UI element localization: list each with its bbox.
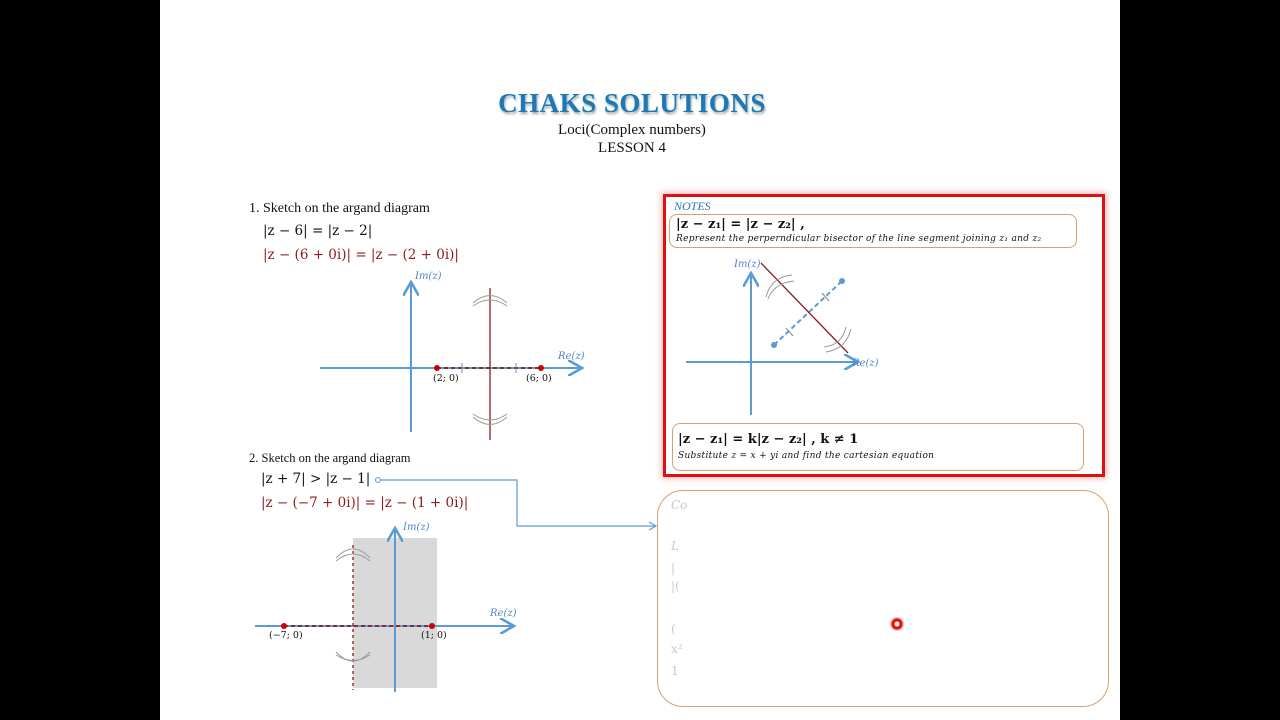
notes-re-label: Re(z): [852, 358, 879, 369]
q1-equation-expanded: |z − (6 + 0i)| = |z − (2 + 0i)|: [263, 247, 459, 263]
card-line-1: Co: [671, 498, 688, 512]
q1-re-label: Re(z): [558, 351, 585, 362]
note-item-2-equation: |z − z₁| = k|z − z₂| , k ≠ 1: [678, 432, 859, 447]
laser-pointer-icon: [890, 617, 904, 631]
q1-argand-diagram: [320, 284, 580, 440]
q2-point-a: [281, 623, 287, 629]
q2-point-b-label: (1; 0): [421, 630, 447, 641]
q2-inequality: |z + 7| > |z − 1|: [261, 471, 371, 487]
q2-im-label: Im(z): [403, 522, 430, 533]
q1-point-b: [538, 365, 544, 371]
q1-im-label: Im(z): [415, 271, 442, 282]
notes-im-label: Im(z): [734, 259, 761, 270]
q1-equation: |z − 6| = |z − 2|: [263, 223, 373, 239]
slide: [160, 0, 1120, 720]
note-item-2-text: Substitute z = x + yi and find the cartesian equation: [678, 451, 935, 461]
card-line-7: 1: [671, 664, 679, 678]
q2-point-a-label: (−7; 0): [269, 630, 303, 641]
page-subtitle: Loci(Complex numbers): [558, 122, 706, 138]
lesson-label: LESSON 4: [598, 140, 666, 156]
page-title: CHAKS SOLUTIONS: [498, 88, 766, 118]
solution-card: [657, 490, 1109, 707]
q2-re-label: Re(z): [490, 608, 517, 619]
card-line-2: L: [671, 539, 679, 553]
card-line-4: |(: [671, 579, 680, 593]
q1-point-b-label: (6; 0): [526, 373, 552, 384]
q2-prompt: 2. Sketch on the argand diagram: [249, 451, 411, 465]
q2-point-b: [429, 623, 435, 629]
q2-equation-expanded: |z − (−7 + 0i)| = |z − (1 + 0i)|: [261, 495, 469, 511]
card-line-6: x²: [671, 642, 683, 656]
q1-point-a-label: (2; 0): [433, 373, 459, 384]
note-item-2: [672, 423, 1084, 471]
notes-panel: [663, 194, 1105, 477]
card-line-5: (: [671, 622, 676, 636]
notes-title: NOTES: [674, 199, 711, 213]
q2-argand-diagram: [255, 530, 512, 692]
q1-point-a: [434, 365, 440, 371]
note-item-1-equation: |z − z₁| = |z − z₂| ,: [676, 217, 805, 232]
card-line-3: |: [671, 561, 676, 575]
q1-prompt: 1. Sketch on the argand diagram: [249, 201, 430, 216]
note-item-1-text: Represent the perperndicular bisector of the line segment joining z₁ and z₂: [676, 234, 1042, 244]
